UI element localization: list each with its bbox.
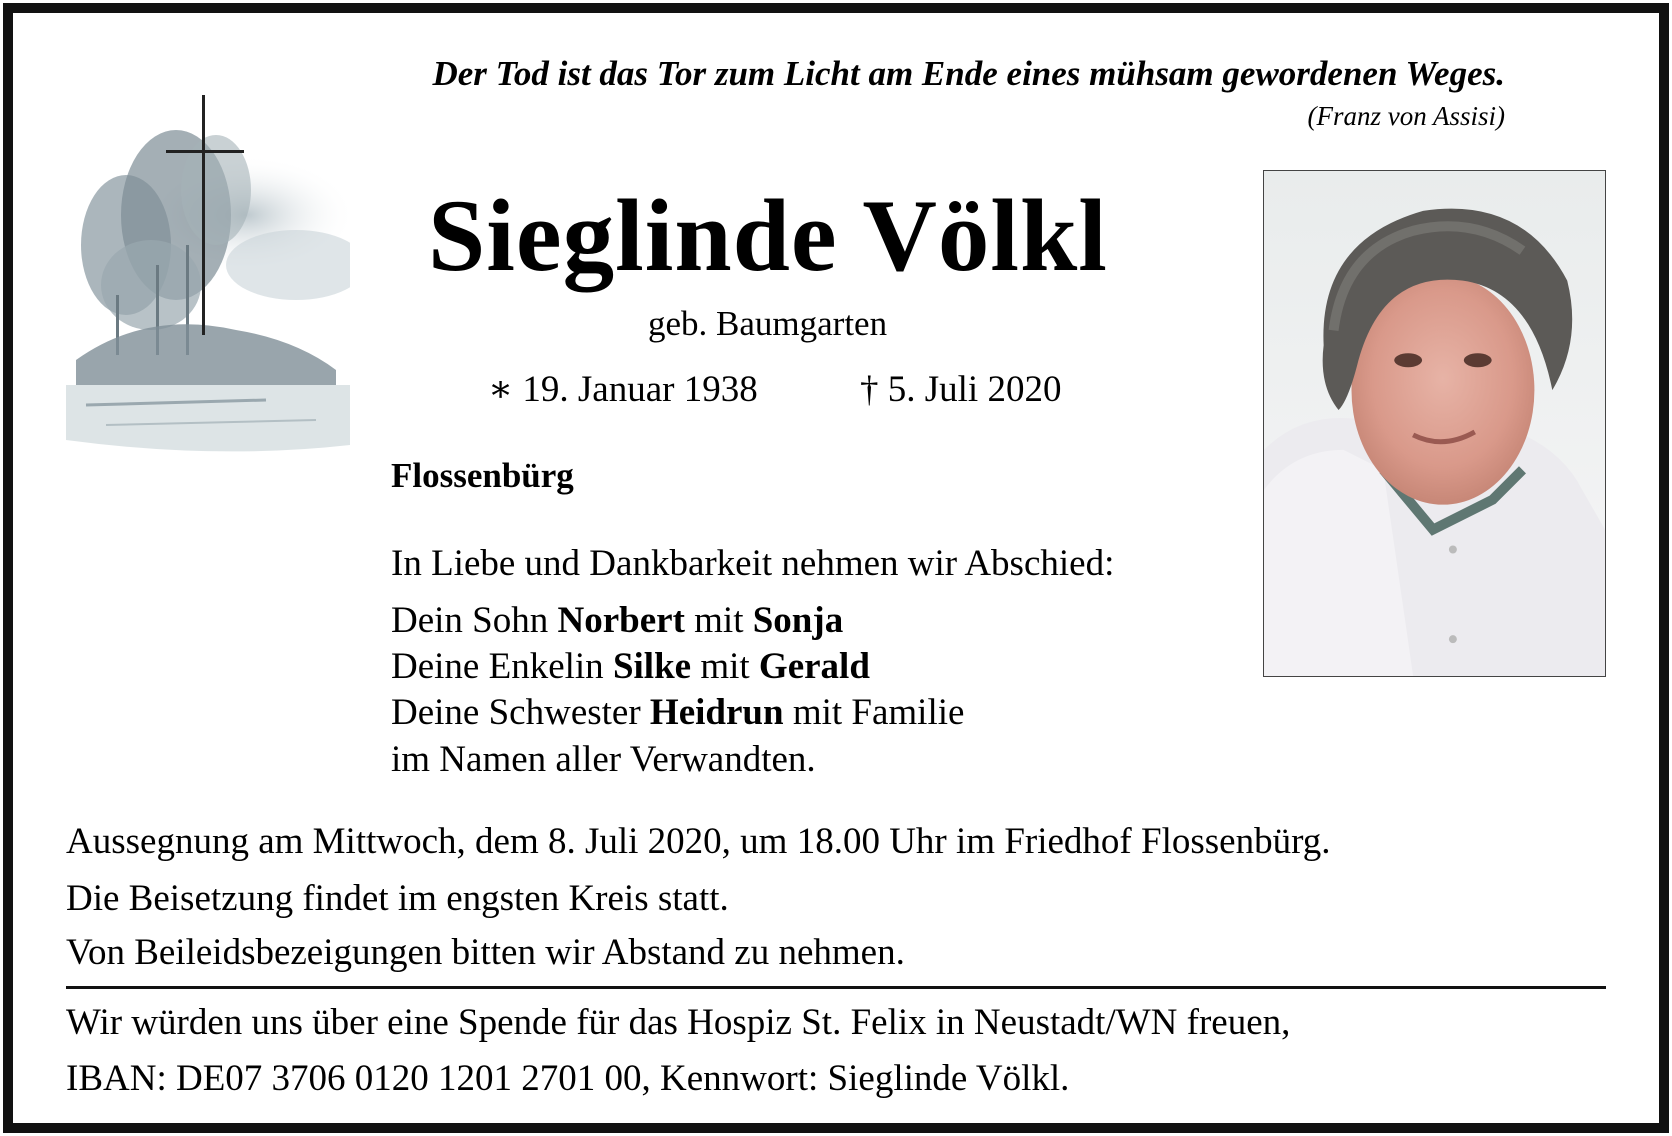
mourner-relation: Deine Enkelin (391, 646, 613, 687)
mourner-name: Heidrun (649, 692, 784, 733)
deceased-name: Sieglinde Völkl (428, 179, 1108, 293)
maiden-name: geb. Baumgarten (648, 304, 888, 343)
mourner-line (391, 648, 870, 685)
service-line-condolences: Von Beileidsbezeigungen bitten wir Abstand zu nehmen. (66, 932, 905, 973)
motto-author: (Franz von Assisi) (1307, 101, 1505, 131)
mourner-relation: Deine Schwester (391, 692, 650, 733)
mourner-connector: mit (691, 646, 759, 687)
farewell-closing: im Namen aller Verwandten. (391, 739, 816, 780)
mourner-relation: Dein Sohn (391, 600, 558, 641)
farewell-intro: In Liebe und Dankbarkeit nehmen wir Abschied: (391, 543, 1115, 584)
service-line-funeral: Aussegnung am Mittwoch, dem 8. Juli 2020, um 18.00 Uhr im Friedhof Flossenbürg. (66, 821, 1331, 862)
mourner-connector: mit Familie (783, 692, 965, 733)
mourner-line (391, 602, 843, 639)
mourner-partner-name: Gerald (758, 646, 870, 687)
mourner-partner-name: Sonja (752, 600, 844, 641)
portrait-photo (1263, 170, 1606, 677)
cross-landscape-illustration (66, 95, 350, 475)
birth-date: ∗ 19. Januar 1938 (488, 369, 758, 410)
mourner-name: Silke (612, 646, 692, 687)
motto-quote: Der Tod ist das Tor zum Licht am Ende eines mühsam gewordenen Weges. (432, 54, 1505, 93)
mourner-name: Norbert (557, 600, 685, 641)
death-date: † 5. Juli 2020 (860, 369, 1062, 410)
mourner-line (391, 694, 964, 731)
donation-line: Wir würden uns über eine Spende für das Hospiz St. Felix in Neustadt/WN freuen, (66, 1002, 1291, 1043)
mourner-connector: mit (684, 600, 753, 641)
hometown: Flossenbürg (391, 456, 574, 495)
donation-iban: IBAN: DE07 3706 0120 1201 2701 00, Kennwort: Sieglinde Völkl. (66, 1058, 1070, 1099)
divider-line (66, 986, 1606, 989)
service-line-burial: Die Beisetzung findet im engsten Kreis statt. (66, 878, 729, 919)
